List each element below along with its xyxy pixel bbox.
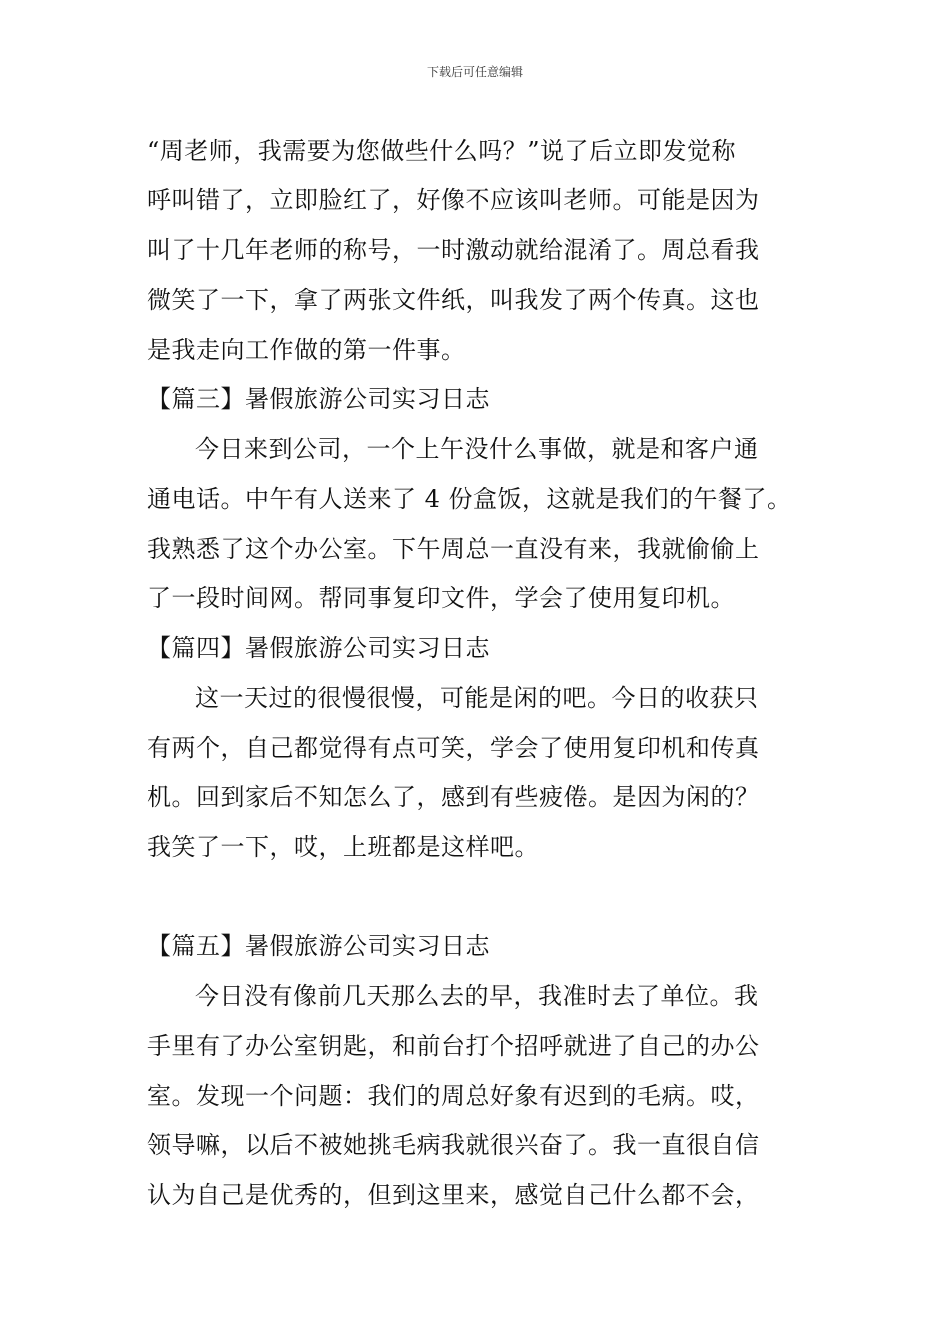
- body-line: 是我走向工作做的第一件事。: [147, 336, 466, 364]
- section-heading-5: 【篇五】暑假旅游公司实习日志: [147, 932, 490, 960]
- body-line: 呼叫错了，立即脸红了，好像不应该叫老师。可能是因为: [147, 186, 760, 214]
- body-line: 叫了十几年老师的称号，一时激动就给混淆了。周总看我: [147, 236, 760, 264]
- body-line: 通电话。中午有人送来了 4 份盒饭，这就是我们的午餐了。: [147, 485, 792, 513]
- body-line: 微笑了一下，拿了两张文件纸，叫我发了两个传真。这也: [147, 286, 760, 314]
- body-line: “周老师，我需要为您做些什么吗？”说了后立即发觉称: [147, 137, 737, 165]
- section-heading-3: 【篇三】暑假旅游公司实习日志: [147, 385, 490, 413]
- body-line: 我熟悉了这个办公室。下午周总一直没有来，我就偷偷上: [147, 535, 760, 563]
- section-heading-4: 【篇四】暑假旅游公司实习日志: [147, 634, 490, 662]
- body-line: 有两个，自己都觉得有点可笑，学会了使用复印机和传真: [147, 734, 760, 762]
- body-line: 了一段时间网。帮同事复印文件，学会了使用复印机。: [147, 584, 735, 612]
- body-line: 室。发现一个问题：我们的周总好象有迟到的毛病。哎，: [147, 1082, 760, 1110]
- body-line: 今日来到公司，一个上午没什么事做，就是和客户通: [195, 435, 759, 463]
- body-line: 认为自己是优秀的，但到这里来，感觉自己什么都不会，: [147, 1181, 760, 1209]
- body-line: 领导嘛，以后不被她挑毛病我就很兴奋了。我一直很自信: [147, 1131, 760, 1159]
- page-header: 下载后可任意编辑: [426, 65, 523, 79]
- body-line: 手里有了办公室钥匙，和前台打个招呼就进了自己的办公: [147, 1032, 760, 1060]
- body-line: 这一天过的很慢很慢，可能是闲的吧。今日的收获只: [195, 684, 759, 712]
- body-line: 我笑了一下，哎，上班都是这样吧。: [147, 833, 539, 861]
- body-line: 今日没有像前几天那么去的早，我准时去了单位。我: [195, 982, 759, 1010]
- body-line: 机。回到家后不知怎么了，感到有些疲倦。是因为闲的？: [147, 783, 760, 811]
